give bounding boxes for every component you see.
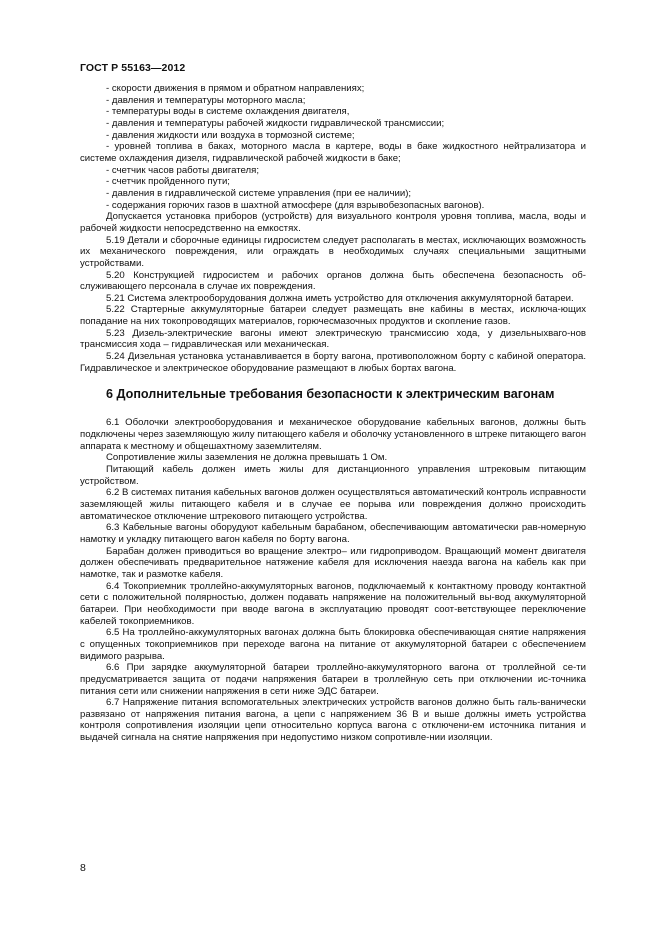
clause-5-21: 5.21 Система электрооборудования должна иметь устройство для отключения аккумуляторной батареи. xyxy=(106,292,574,304)
paragraph: Допускается установка приборов (устройств) для визуального контроля уровня топлива, масла, воды и рабочей жидкости непосредственно на емкостях. xyxy=(80,211,586,234)
list-item: - скорости движения в прямом и обратном направлениях; xyxy=(106,83,365,94)
clause-5-20: 5.20 Конструкцией гидросистем и рабочих органов должна быть обеспечена безопасность об-служивающего персонала в случае их повреждения. xyxy=(80,269,586,293)
paragraph: Барабан должен приводиться во вращение электро– или гидроприводом. Вращающий момент двигателя должен обеспечивать предварительное натяжение кабеля для исключения наезда вагона на кабель как при намотке, так и размотке кабеля. xyxy=(80,545,586,580)
section-6-heading: 6 Дополнительные требования безопасности к электрическим вагонам xyxy=(106,387,555,402)
list-item: - давления в гидравлической системе управления (при ее наличии); xyxy=(106,187,412,199)
clause-6-2: 6.2 В системах питания кабельных вагонов должен осуществляться автоматический контроль исправности заземляющей жилы питающего кабеля и в случае ее порыва или повреждения должно происходить автоматическое отключение штрекового питающего устройства. xyxy=(80,487,586,522)
clause-5-22: 5.22 Стартерные аккумуляторные батареи следует размещать вне кабины в местах, исключа-ющих попадание на них токопроводящих материалов, горючесмазочных продуктов и скопление газов. xyxy=(80,304,586,328)
clause-6-4: 6.4 Токоприемник троллейно-аккумуляторных вагонов, подключаемый к контактному проводу контактной сети с положительной полярностью, должен подавать напряжение на положительный вы-вод аккумуляторной батареи. При необходимости при вводе вагона в эксплуатацию проводят соот-ветствующее переключение кабелей токоприемников. xyxy=(80,580,586,627)
list-item: - уровней топлива в баках, моторного масла в картере, воды в баке жидкостного нейтрализатора и системе охлаждения дизеля, гидравлической рабочей жидкости в баке; xyxy=(80,141,586,164)
list-item: - температуры воды в системе охлаждения двигателя, xyxy=(106,106,350,118)
clause-5-24: 5.24 Дизельная установка устанавливается в борту вагона, противоположном борту с кабиной оператора. Гидравлическое и электрическое оборудование размещают в любых бортах вагона. xyxy=(80,351,586,374)
list-item: - счетчик часов работы двигателя; xyxy=(106,164,259,176)
paragraph: Сопротивление жилы заземления не должна превышать 1 Ом. xyxy=(106,452,388,464)
document-code-header: ГОСТ Р 55163—2012 xyxy=(80,62,186,74)
list-item: - счетчик пройденного пути; xyxy=(106,176,230,188)
clause-6-7: 6.7 Напряжение питания вспомогательных электрических устройств вагонов должно быть галь-ванически развязано от напряжения питания вагона, а цепи с напряжением 36 В и выше должны иметь устройства контроля сопротивления изоляции цепи относительно корпуса вагона с отключени-ем источника питания и выдачей сигнала на снятие напряжения при недопустимо низком сопротивле-нии изоляции. xyxy=(80,697,586,744)
clause-6-6: 6.6 При зарядке аккумуляторной батареи троллейно-аккумуляторного вагона от троллейной се-ти предусматривается защита от подачи напряжения батареи в троллейную сеть при отключении ис-точника питания сети или снижении напряжения в сети ниже ЭДС батареи. xyxy=(80,662,586,697)
document-body xyxy=(80,83,586,744)
page-number: 8 xyxy=(80,862,86,874)
clause-6-3: 6.3 Кабельные вагоны оборудуют кабельным барабаном, обеспечивающим автоматически рав-номерную намотку и укладку питающего вагон кабеля по борту вагона. xyxy=(80,522,586,545)
list-item: - давления и температуры моторного масла; xyxy=(106,94,306,106)
list-item: - давления и температуры рабочей жидкости гидравлической трансмиссии; xyxy=(106,117,445,129)
clause-6-5: 6.5 На троллейно-аккумуляторных вагонах должна быть блокировка обеспечивающая снятие напряжения с опущенных токоприемников при переходе вагона на питание от аккумуляторной батареи с обеспечением видимого разрыва. xyxy=(80,627,586,662)
paragraph: Питающий кабель должен иметь жилы для дистанционного управления штрековым питающим устройством. xyxy=(80,464,586,487)
list-item: - давления жидкости или воздуха в тормозной системе; xyxy=(106,129,355,141)
list-item: - содержания горючих газов в шахтной атмосфере (для взрывобезопасных вагонов). xyxy=(106,199,485,211)
clause-6-1: 6.1 Оболочки электрооборудования и механическое оборудование кабельных вагонов, должны быть подключены через заземляющую жилу питающего кабеля и оболочку установленного в штреке питающего вагон аппарата к местному и общешахтному заземлителям. xyxy=(80,417,586,452)
clause-5-23: 5.23 Дизель-электрические вагоны имеют электрическую трансмиссию хода, у дизельныхваго-нов трансмиссия хода – гидравлическая или механическая. xyxy=(80,327,586,351)
clause-5-19: 5.19 Детали и сборочные единицы гидросистем следует располагать в местах, исключающих возможность их механического повреждения, или ограждать в необходимых случаях специальными защитными устройствами. xyxy=(80,234,586,269)
